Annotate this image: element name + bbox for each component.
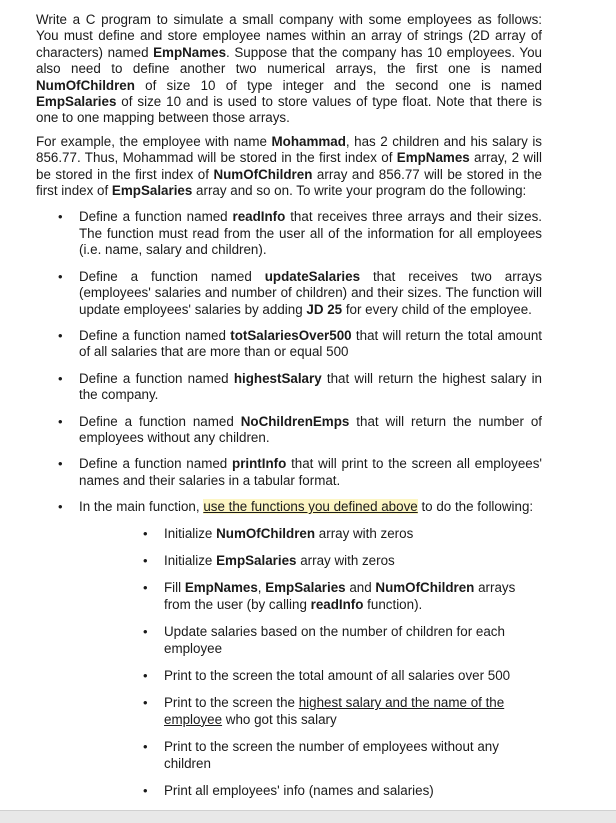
bullet-icon: • (143, 525, 148, 541)
list-item: • Define a function named printInfo that will print to the screen all employees' names and their salaries in a tabular format. (58, 456, 542, 488)
sub-list-item: • Initialize NumOfChildren array with zeros (143, 525, 414, 541)
bullet-icon: • (58, 327, 63, 343)
bullet-icon: • (58, 456, 63, 472)
document-body (36, 12, 542, 810)
empsalaries-term: EmpSalaries (36, 94, 117, 110)
bullet-icon: • (143, 624, 148, 640)
bullet-icon: • (58, 370, 63, 386)
bullet-icon: • (143, 783, 148, 799)
intro-paragraph: Write a C program to simulate a small company with some employees as follows: You must define and store employee names within an array of strings (2D array of characters) named EmpNames. Suppose that the company has 10 employees. You also need to define another two numerical arrays, the first one is named NumOfChildren of size 10 of type integer and the second one is named EmpSalaries of size 10 and is used to store values of type float. Note that there is one to one mapping between those arrays. (36, 12, 542, 126)
sub-list-item: • Update salaries based on the number of children for each employee (143, 624, 505, 656)
underlined-text: highest salary and the name of the employee (164, 695, 505, 727)
highlighted-text: use the functions you defined above (203, 499, 418, 515)
bullet-icon: • (143, 552, 148, 568)
list-item: • Define a function named readInfo that receives three arrays and their sizes. The function must read from the user all of the information for all employees (i.e. name, salary and children). (58, 209, 542, 258)
sub-list-item: • Print all employees' info (names and salaries) (143, 783, 434, 799)
requirements-list (36, 209, 542, 799)
bullet-icon: • (58, 268, 63, 284)
bullet-icon: • (58, 499, 63, 515)
sub-list-item: • Fill EmpNames, EmpSalaries and NumOfChildren arrays from the user (by calling readInfo function). (143, 580, 516, 612)
sub-list-item: • Print to the screen the number of employees without any children (143, 739, 499, 771)
bullet-icon: • (58, 209, 63, 225)
sub-list-item: • Print to the screen the highest salary and the name of the employee who got this salary (143, 695, 505, 727)
list-item: • Define a function named updateSalaries that receives two arrays (employees' salaries and number of children) and their sizes. The function will update employees' salaries by adding JD 25 for every child of the employee. (58, 268, 542, 317)
list-item: • Define a function named NoChildrenEmps that will return the number of employees without any children. (58, 413, 542, 445)
bullet-icon: • (58, 413, 63, 429)
empnames-term: EmpNames (153, 44, 227, 60)
list-item: • Define a function named highestSalary that will return the highest salary in the company. (58, 370, 542, 403)
bullet-icon: • (143, 580, 148, 596)
example-paragraph: For example, the employee with name Mohammad, has 2 children and his salary is 856.77. Thus, Mohammad will be stored in the first index of EmpNames array, 2 will be stored in the first index of NumOfChildren array and 856.77 will be stored in the first index of EmpSalaries array and so on. To write your program do the following: (36, 133, 543, 199)
sub-list-item: • Print to the screen the total amount of all salaries over 500 (143, 668, 511, 683)
bullet-icon: • (143, 668, 148, 683)
bullet-icon: • (143, 695, 148, 711)
main-steps-list (79, 526, 542, 800)
list-item-main-function: • In the main function, use the functions you defined above to do the following: • Initialize NumOfChildren array with zeros • Initialize EmpSalaries array with zeros • Fill EmpNames, EmpSalaries and NumOfChildren arrays from the user (by calling readInfo function). • Update salaries based on the number of children for each employee • Print to the screen the total amount of all salaries over 500 • Print to the screen the highest salary and the name of the employee who got this salary • Print to the screen the number of employees without any children • Print all employees' info (names and salaries) (36, 499, 542, 799)
list-item: • Define a function named totSalariesOver500 that will return the total amount of all salaries that are more than or equal 500 (58, 327, 542, 360)
bullet-icon: • (143, 739, 148, 755)
numofchildren-term: NumOfChildren (36, 77, 135, 93)
page-bottom-edge (0, 810, 616, 823)
sub-list-item: • Initialize EmpSalaries array with zeros (143, 552, 395, 568)
